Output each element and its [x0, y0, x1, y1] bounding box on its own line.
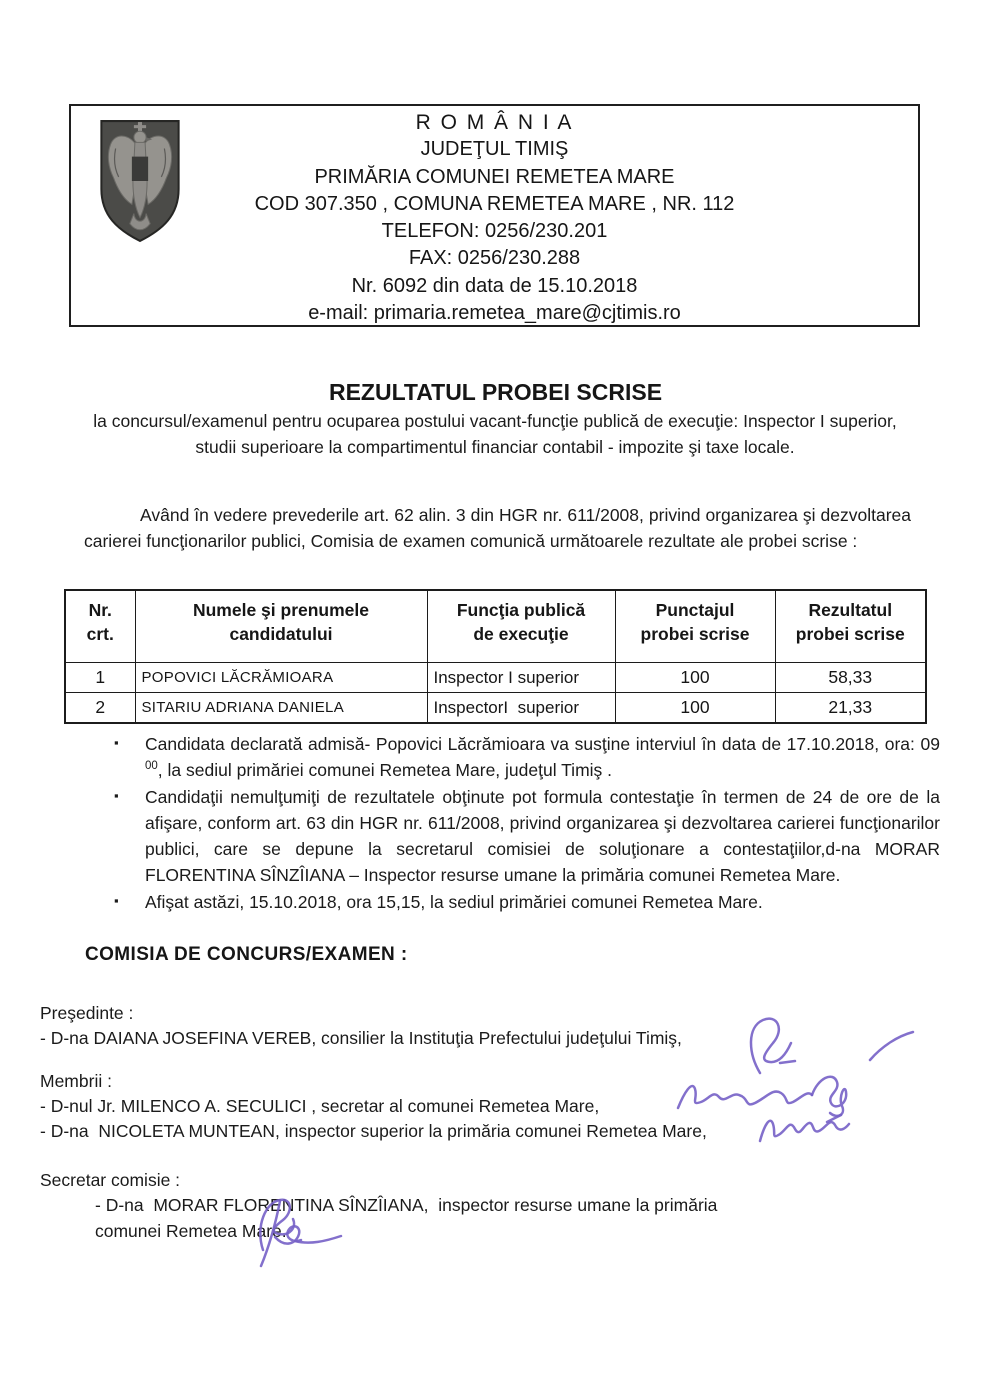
members-signature-scrawl	[678, 1086, 812, 1108]
bullet-square-icon: ▪	[114, 735, 119, 750]
president-signature	[751, 1019, 791, 1073]
president-line: - D-na DAIANA JOSEFINA VEREB, consilier la Instituţia Prefectului judeţului Timiş,	[40, 1028, 682, 1048]
letterhead-text	[71, 109, 918, 327]
table-header-row	[65, 590, 926, 663]
table-row	[65, 693, 926, 724]
member-signature-muntean-cross	[827, 1115, 841, 1122]
header-line: de execuţie	[473, 624, 569, 644]
results-table	[64, 589, 927, 724]
letterhead-phone: TELEFON: 0256/230.201	[381, 220, 608, 243]
cell-public-function: Inspector I superior	[427, 663, 615, 693]
header-line: Punctajul	[655, 600, 735, 620]
secretary-label: Secretar comisie :	[40, 1170, 181, 1190]
members-signature-scrawl-flourish	[812, 1077, 846, 1116]
column-header-public-function	[427, 590, 615, 663]
member-line: - D-nul Jr. MILENCO A. SECULICI , secretar al comunei Remetea Mare,	[40, 1096, 600, 1116]
header-line: crt.	[86, 624, 114, 644]
member-line: - D-na NICOLETA MUNTEAN, inspector superior la primăria comunei Remetea Mare,	[40, 1121, 707, 1141]
bullet-square-icon: ▪	[114, 893, 119, 908]
cell-candidate-name: SITARIU ADRIANA DANIELA	[135, 693, 427, 724]
header-line: Funcţia publică	[456, 600, 586, 620]
column-header-candidate-name	[135, 590, 427, 663]
letterhead-email: e-mail: primaria.remetea_mare@cjtimis.ro	[308, 302, 681, 325]
secretary-line: - D-na MORAR FLORENTINA SÎNZÎIANA, inspector resurse umane la primăria comunei Remetea Mare.	[95, 1195, 723, 1241]
stray-pen-stroke	[870, 1032, 913, 1060]
letterhead-box	[69, 104, 920, 327]
letterhead-fax: FAX: 0256/230.288	[408, 247, 581, 270]
note-superscript-hour: 00	[145, 760, 158, 773]
cell-written-score: 100	[615, 663, 775, 693]
note-text: Candidaţii nemulţumiţi de rezultatele obţinute pot formula contestaţie în termen de 24 de ore de la afişare, conform art. 63 din HGR nr. 611/2008, privind organizarea şi dezvoltarea carierei funcţionarilor publici, care se depune la secretarul comisiei de soluţionare a contestaţiilor,d-na MORAR FLORENTINA SÎNZÎIANA – Inspector resurse umane la primăria comunei Remetea Mare.	[145, 787, 940, 885]
president-label: Preşedinte :	[40, 1003, 134, 1023]
members-label: Membrii :	[40, 1071, 112, 1091]
header-line: candidatului	[229, 624, 333, 644]
note-text: , la sediul primăriei comunei Remetea Mare, judeţul Timiş .	[157, 760, 613, 780]
note-text: Afişat astăzi, 15.10.2018, ora 15,15, la sediul primăriei comunei Remetea Mare.	[145, 892, 763, 912]
header-line: probei scrise	[640, 624, 750, 644]
cell-public-function: InspectorI superior	[427, 693, 615, 724]
header-line: Rezultatul	[808, 600, 893, 620]
president-signature-dash	[780, 1061, 795, 1063]
header-line: Nr.	[88, 600, 112, 620]
cell-nr: 2	[65, 693, 135, 724]
bullet-square-icon: ▪	[114, 788, 119, 803]
header-line: probei scrise	[795, 624, 905, 644]
note-text: Candidata declarată admisă- Popovici Lăcrămioara va susţine interviul în data de 17.10.2018, ora: 09	[145, 734, 940, 754]
letterhead-country: R O M Â N I A	[415, 111, 574, 134]
cell-written-score: 100	[615, 693, 775, 724]
note-contestation	[112, 784, 940, 888]
cell-written-result: 21,33	[775, 693, 926, 724]
letterhead-address: COD 307.350 , COMUNA REMETEA MARE , NR. 112	[254, 192, 735, 215]
note-admitted-candidate	[112, 731, 940, 783]
header-line: Numele şi prenumele	[192, 600, 370, 620]
cell-candidate-name: POPOVICI LĂCRĂMIOARA	[135, 663, 427, 693]
column-header-written-result	[775, 590, 926, 663]
notes-list	[112, 731, 940, 916]
document-subtitle: la concursul/examenul pentru ocuparea postului vacant-funcţie publică de execuţie: Inspector I superior, studii superioare la compartimentul financiar contabil - impozite şi taxe locale.	[93, 411, 897, 457]
intro-paragraph: Având în vedere prevederile art. 62 alin. 3 din HGR nr. 611/2008, privind organizarea şi dezvoltarea carierei funcţionarilor publici, Comisia de examen comunică următoarele rezultate ale probei scrise :	[84, 505, 911, 551]
letterhead-institution: PRIMĂRIA COMUNEI REMETEA MARE	[314, 165, 675, 188]
letterhead-county: JUDEŢUL TIMIŞ	[420, 138, 569, 161]
cell-nr: 1	[65, 663, 135, 693]
committee-heading: COMISIA DE CONCURS/EXAMEN :	[85, 944, 408, 965]
note-posted	[112, 889, 940, 915]
document-title: REZULTATUL PROBEI SCRISE	[328, 379, 663, 405]
column-header-nr-crt	[65, 590, 135, 663]
member-signature-muntean	[760, 1121, 849, 1141]
letterhead-registration-number: Nr. 6092 din data de 15.10.2018	[351, 274, 638, 297]
cell-written-result: 58,33	[775, 663, 926, 693]
column-header-written-score	[615, 590, 775, 663]
table-row	[65, 663, 926, 693]
